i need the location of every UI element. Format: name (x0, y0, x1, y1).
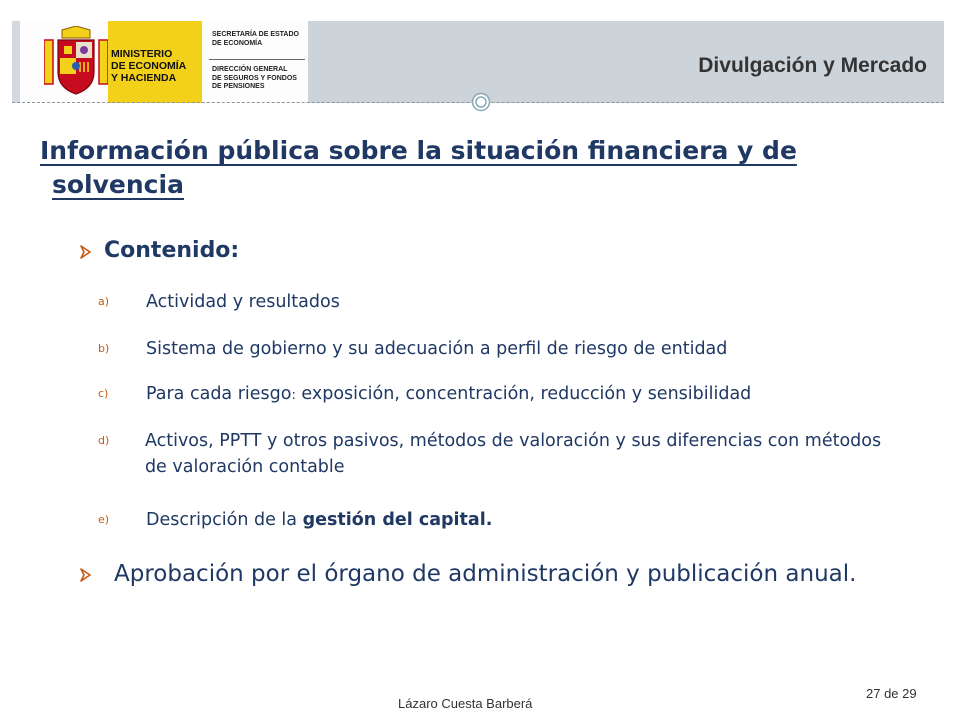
approval-text: Aprobación por el órgano de administración y publicación anual. (114, 561, 857, 587)
approval-row (78, 558, 894, 590)
item-text (146, 381, 751, 409)
list-item (98, 381, 918, 409)
list-item (98, 428, 898, 480)
slide-title-line2: solvencia (52, 170, 184, 199)
item-letter: e) (98, 513, 110, 526)
list-item (98, 507, 918, 533)
item-text-start: Para cada riesgo (146, 384, 292, 404)
footer-author: Lázaro Cuesta Barberá (398, 696, 533, 711)
item-letter: b) (98, 342, 110, 355)
list-item (98, 336, 918, 362)
item-letter: c) (98, 387, 109, 400)
item-text: Sistema de gobierno y su adecuación a perfil de riesgo de entidad (146, 339, 728, 359)
ministry-name: MINISTERIO DE ECONOMÍA Y HACIENDA (111, 48, 187, 84)
ring-ornament-icon (471, 92, 491, 112)
logo-stripe (12, 21, 20, 103)
section-heading-row (78, 238, 239, 263)
item-text-start: Descripción de la (146, 510, 303, 530)
item-letter: d) (98, 434, 110, 447)
slide-title (40, 134, 860, 202)
page-number: 27 de 29 (866, 686, 917, 701)
item-text: Activos, PPTT y otros pasivos, métodos de valoración y sus diferencias con métodos de valoración contable (144, 431, 882, 477)
coat-of-arms-icon (44, 26, 108, 98)
item-text-colon: : (291, 388, 296, 403)
item-text-end: exposición, concentración, reducción y sensibilidad (295, 384, 752, 404)
arrow-bullet-icon (78, 568, 92, 582)
item-text: Actividad y resultados (146, 292, 340, 312)
item-letter: a) (98, 295, 110, 308)
logo-divider (209, 59, 305, 60)
arrow-bullet-icon (78, 245, 92, 259)
slide-title-line1: Información pública sobre la situación financiera y de (40, 136, 797, 165)
item-text-bold: gestión del capital. (302, 510, 493, 530)
section-heading: Contenido: (104, 238, 240, 263)
secretariat-name: SECRETARÍA DE ESTADO DE ECONOMÍA (212, 31, 299, 47)
list-item (98, 289, 918, 315)
item-text (146, 507, 492, 533)
directorate-name: DIRECCIÓN GENERAL DE SEGUROS Y FONDOS DE PENSIONES (212, 66, 297, 90)
header-title: Divulgación y Mercado (698, 54, 927, 77)
